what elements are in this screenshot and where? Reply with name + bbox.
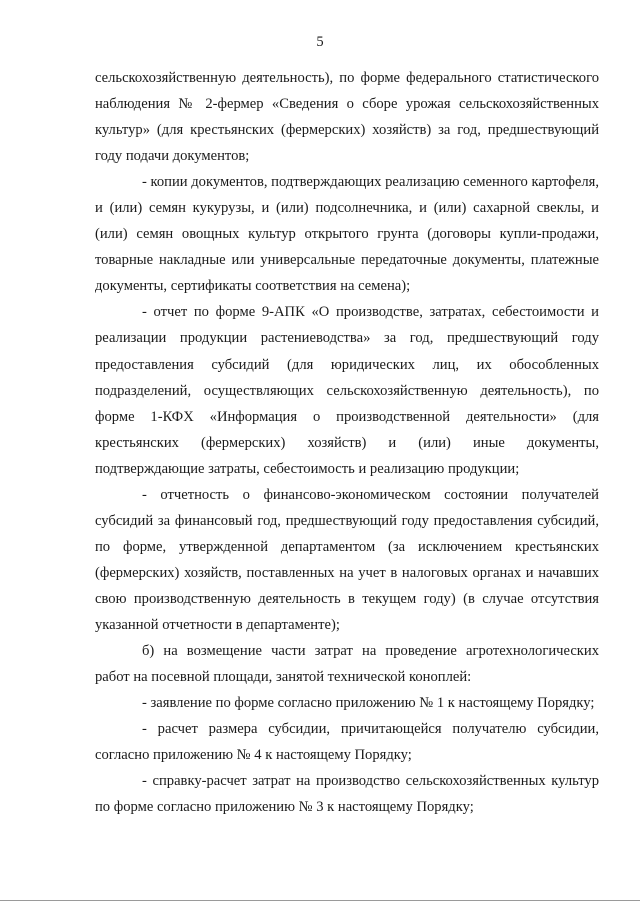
paragraph-form-9-apk-report: - отчет по форме 9-АПК «О производстве, затратах, себестоимости и реализации продукции растениеводства» за год, предшествующий году предоставления субсидий (для юридических лиц, их обособленных подразделений, осуществляющих сельскохозяйственную деятельность), по форме 1-КФХ «Информация о производственной деятельности» (для крестьянских (фермерских) хозяйств) и (или) иные документы, подтверждающие затраты, себестоимость и реализацию продукции; xyxy=(95,304,599,477)
paragraph-cost-certificate: - справку-расчет затрат на производство сельскохозяйственных культур по форме согласно приложению № 3 к настоящему Порядку; xyxy=(95,773,599,816)
paragraph-application-form: - заявление по форме согласно приложению № 1 к настоящему Порядку; xyxy=(142,695,595,712)
page-number: 5 xyxy=(316,34,324,50)
paragraph-continuation: сельскохозяйственную деятельность), по форме федерального статистического наблюдения № 2-фермер «Сведения о сборе урожая сельскохозяйственных культур» (для крестьянских (фермерских) хозяйств) за год, предшествующий году подачи документов; xyxy=(95,70,599,165)
paragraph-subsidy-calculation: - расчет размера субсидии, причитающейся получателю субсидии, согласно приложению № 4 к настоящему Порядку; xyxy=(95,721,599,764)
document-body xyxy=(95,65,599,820)
paragraph-financial-reporting: - отчетность о финансово-экономическом состоянии получателей субсидий за финансовый год, предшествующий году предоставления субсидий, по форме, утвержденной департаментом (за исключением крестьянских (фермерских) хозяйств, поставленных на учет в налоговых органах и начавших свою производственную деятельность в текущем году) (в случае отсутствия указанной отчетности в департаменте); xyxy=(95,486,599,633)
paragraph-seed-sales-documents: - копии документов, подтверждающих реализацию семенного картофеля, и (или) семян кукурузы, и (или) подсолнечника, и (или) сахарной свеклы, и (или) семян овощных культур открытого грунта (договоры купли-продажи, товарные накладные или универсальные передаточные документы, платежные документы, сертификаты соответствия на семена); xyxy=(95,174,599,295)
page-bottom-divider xyxy=(0,900,640,901)
paragraph-hemp-costs-section: б) на возмещение части затрат на проведение агротехнологических работ на посевной площади, занятой технической коноплей: xyxy=(95,643,599,686)
